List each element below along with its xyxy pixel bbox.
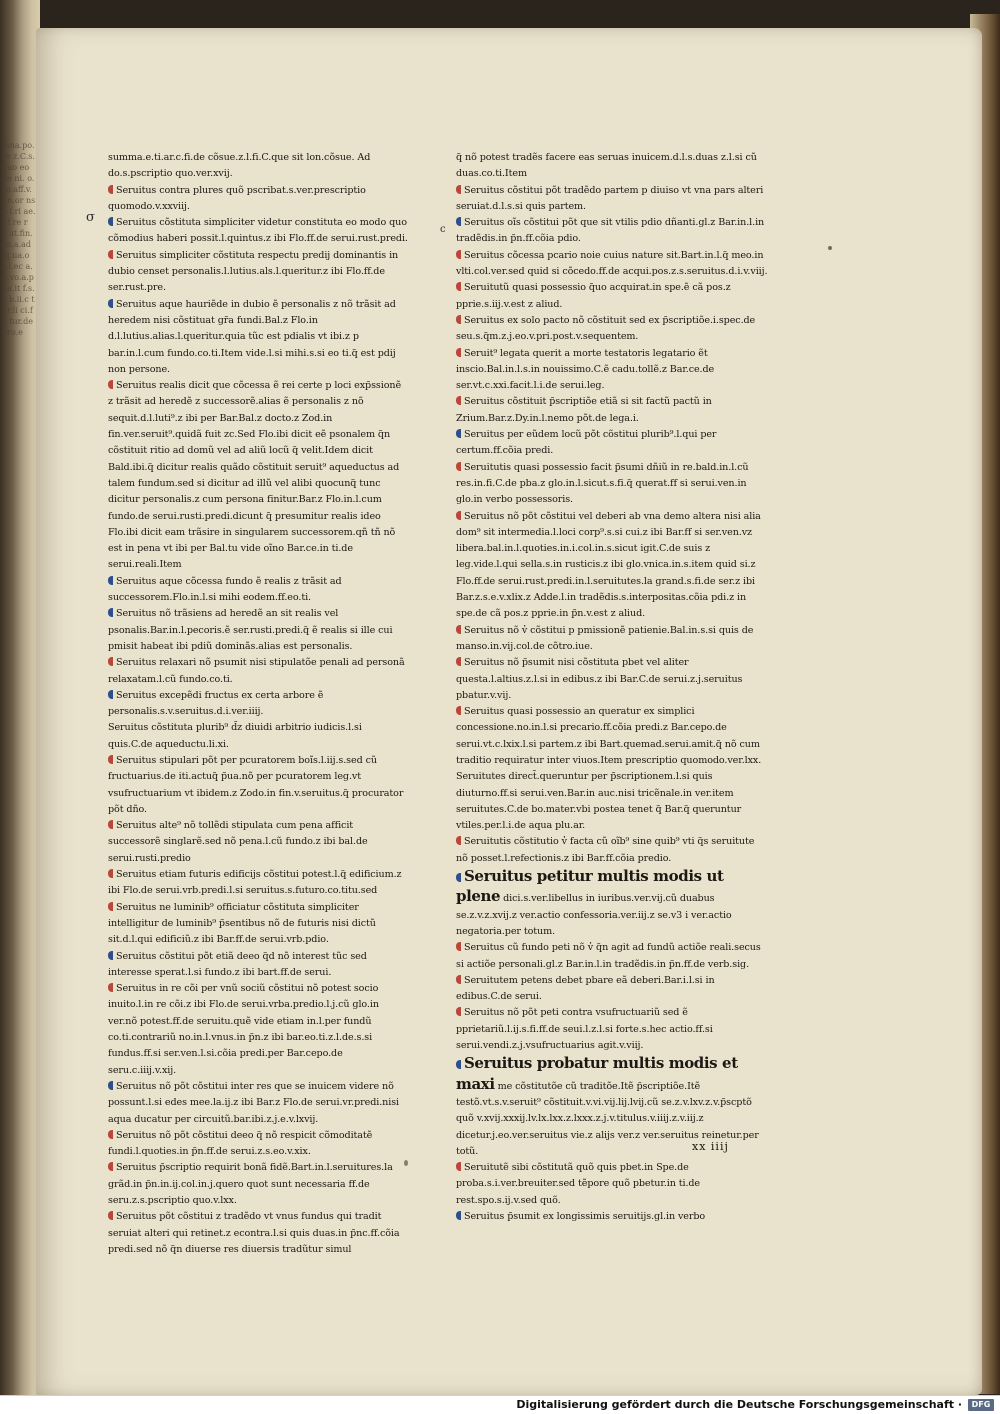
entry-text: Seruitutũ quasi possessio q̃uo acquirat.in spe.ẽ cã pos.z pprie.s.iij.v.est z aliud. bbox=[456, 282, 731, 310]
text-entry bbox=[108, 378, 408, 574]
text-entry bbox=[456, 623, 768, 656]
text-entry bbox=[108, 753, 408, 818]
entry-text: Seruitus contra plures quõ pscribat.s.ver.prescriptio quomodo.v.xxviij. bbox=[108, 184, 366, 212]
entry-text: Seruitus p̃scriptio requirit bonã fidẽ.Bart.in.l.seruitures.la grãd.in p̃n.in.ij.col.in.j.quero quot sunt necessaria ff.de seru.z.s.pscriptio quo.v.lxx. bbox=[108, 1162, 393, 1206]
paragraph-mark-icon bbox=[108, 185, 113, 194]
text-entry bbox=[456, 1160, 768, 1209]
paragraph-mark-icon bbox=[456, 185, 461, 194]
paragraph-mark-icon bbox=[456, 975, 461, 984]
text-entry bbox=[456, 1209, 768, 1225]
entry-text: Seruitus in re cõi per vnũ sociũ cõstitui nõ potest socio inuito.l.in re cõi.z ibi Flo.de serui.vrba.predio.l.j.cũ glo.in ver.nõ potest.ff.de seruitu.quẽ vide etiam in.l.per fundũ co.ti.contrariũ no.in.l.vnus.in p̃n.z ibi bar.eo.ti.z.l.de.s.si fundus.ff.si ser.ven.l.si.cõia predi.per Bar.cepo.de seru.c.iiij.v.xij. bbox=[108, 983, 379, 1076]
paragraph-mark-icon bbox=[456, 396, 461, 405]
entry-text: Seruitus quasi possessio an queratur ex simplici concessione.no.in.l.si precario.ff.cõia predi.z Bar.cepo.de serui.vt.c.lxix.l.si partem.z ibi Bart.quemad.serui.amit.q̃ nõ cum traditio requiratur inter viuos.Item prescriptio quomodo.ver.lxx. bbox=[456, 706, 762, 766]
text-entry bbox=[456, 346, 768, 395]
paragraph-mark-icon bbox=[456, 836, 461, 845]
paragraph-mark-icon bbox=[108, 869, 113, 878]
text-entry bbox=[456, 248, 768, 281]
paragraph-mark-icon bbox=[456, 1007, 461, 1016]
text-entry bbox=[108, 297, 408, 378]
paragraph-mark-icon bbox=[108, 380, 113, 389]
paragraph-mark-icon bbox=[108, 820, 113, 829]
entry-text: Seruitus excepẽdi fructus ex certa arbore ẽ personalis.s.v.seruitus.d.i.ver.iiij. bbox=[108, 689, 324, 718]
entry-text: Seruitus cõstituta plurib⁹ d̃z diuidi arbitrio iudicis.l.si quis.C.de aqueductu.li.xi. bbox=[108, 722, 362, 750]
paragraph-mark-icon bbox=[456, 1162, 461, 1171]
paragraph-mark-icon bbox=[456, 873, 461, 882]
rubric-heading: Seruitus probatur multis modis et maxi bbox=[456, 1054, 738, 1093]
entry-text: Seruitutes direct̃.queruntur per p̃scriptionem.l.si quis diuturno.ff.si serui.ven.Bar.in auc.nisi tricẽnale.in ver.item seruitutes.C.de bo.mater.vbi postea tenet q̃ Bar.q̃ queruntur vtiles.per.l.i.de aqua plu.ar. bbox=[456, 771, 742, 832]
paragraph-mark-icon bbox=[456, 217, 461, 226]
entry-text: Seruitus aque hauriẽde in dubio ẽ personalis z nõ trãsit ad heredem nisi cõstituat gr̃a fundi.Bal.z Flo.in d.l.lutius.alias.l.queritur.quia tũc est pdialis vt ibi.z p bar.in.l.cum fundo.co.ti.Item vide.l.si mihi.s.si eo ti.q̃ est pdij non persone. bbox=[108, 298, 396, 375]
entry-text: Seruitus simpliciter cõstituta respectu predij dominantis in dubio censet personalis.l.lutius.als.l.queritur.z ibi Flo.ff.de ser.rust.pre. bbox=[108, 249, 399, 294]
digitization-footer bbox=[0, 1395, 1000, 1414]
text-entry bbox=[108, 1160, 408, 1209]
text-entry bbox=[108, 1209, 408, 1258]
margin-annotation: σ bbox=[86, 210, 95, 225]
entry-text: Seruitutem petens debet pbare eã deberi.Bar.i.l.si in edibus.C.de serui. bbox=[456, 974, 715, 1003]
text-entry bbox=[108, 1079, 408, 1128]
text-entry bbox=[456, 867, 768, 940]
paragraph-mark-icon bbox=[456, 625, 461, 634]
paragraph-mark-icon bbox=[108, 902, 113, 911]
paragraph-mark-icon bbox=[456, 1211, 461, 1220]
entry-text: Seruitus cõcessa pcario noie cuius nature sit.Bart.in.l.q̃ meo.in vlti.col.ver.sed quid si cõcedo.ff.de acqui.pos.z.s.seruitus.d.i.v.viij. bbox=[456, 249, 768, 278]
text-entry bbox=[108, 900, 408, 949]
entry-text: Seruitus cõstituta simpliciter videtur constituta eo modo quo cõmodius haberi possit.l.quintus.z ibi Flo.ff.de serui.rust.predi. bbox=[108, 217, 408, 245]
text-entry bbox=[456, 313, 768, 346]
text-entry bbox=[456, 834, 768, 867]
entry-text: Seruitutis quasi possessio facit p̃sumi dñiũ in re.bald.in.l.cũ res.in.fi.C.de pba.z glo.in.l.sicut.s.fi.q̃ querat.ff si serui.ven.in glo.in verbo possessoris. bbox=[456, 461, 749, 506]
text-entry bbox=[108, 574, 408, 607]
entry-text: Seruitus ex solo pacto nõ cõstituit sed ex p̃scriptiõe.i.spec.de seu.s.q̃m.z.j.eo.v.pri.post.v.sequentem. bbox=[456, 314, 756, 343]
paragraph-mark-icon bbox=[456, 942, 461, 951]
paragraph-mark-icon bbox=[108, 1081, 113, 1090]
text-column-right bbox=[456, 150, 768, 1225]
entry-text: Seruitus cõstitui põt etiã deeo q̃d nõ interest tũc sed interesse sperat.l.si fundo.z ibi bart.ff.de serui. bbox=[108, 950, 367, 978]
entry-text: q̃ nõ potest tradẽs facere eas seruas inuicem.d.l.s.duas z.l.si cũ duas.co.ti.Item bbox=[456, 152, 757, 180]
paragraph-mark-icon bbox=[108, 217, 113, 226]
paragraph-mark-icon bbox=[108, 1211, 113, 1220]
entry-text: Seruitus aque cõcessa fundo ẽ realis z trãsit ad successorem.Flo.in.l.si mihi eodem.ff.eo.ti. bbox=[108, 575, 342, 604]
entry-text: Seruitus relaxari nõ psumit nisi stipulatõe penali ad personã relaxatam.l.cũ fundo.co.ti. bbox=[108, 657, 405, 685]
entry-text: Seruitus oĩs cõstitui põt que sit vtilis pdio dñanti.gl.z Bar.in.l.in tradẽdis.in p̃n.ff.cõia pdio. bbox=[456, 217, 765, 245]
paragraph-mark-icon bbox=[456, 315, 461, 324]
paragraph-mark-icon bbox=[108, 1130, 113, 1139]
paragraph-mark-icon bbox=[456, 511, 461, 520]
entry-text: Seruitus põt cõstitui z tradẽdo vt vnus fundus qui tradit seruiat alteri qui retinet.z econtra.l.si quis duas.in p̃nc.ff.cõia predi.sed nõ q̃n diuerse res diuersis tradũtur simul bbox=[108, 1211, 400, 1255]
text-entry bbox=[456, 183, 768, 216]
entry-text: Seruitus nõ p̃sumit nisi cõstituta pbet vel aliter questa.l.altius.z.l.si in edibus.z ibi Bar.C.de serui.z.j.seruitus pbatur.v.vij. bbox=[456, 657, 743, 701]
text-entry bbox=[108, 949, 408, 982]
text-entry bbox=[456, 460, 768, 509]
paragraph-mark-icon bbox=[456, 706, 461, 715]
entry-text: Seruitus per eũdem locũ põt cõstitui plurib⁹.l.qui per certum.ff.cõia predi. bbox=[456, 429, 717, 457]
entry-text: Seruitus nõ põt cõstitui deeo q̃ nõ respicit cõmoditatẽ fundi.l.quoties.in p̃n.ff.de serui.z.s.eo.v.xix. bbox=[108, 1129, 373, 1158]
paragraph-mark-icon bbox=[108, 983, 113, 992]
entry-text: Seruitutis cõstitutio v̓ facta cũ oĩb⁹ sine quib⁹ vti q̃s seruitute nõ posset.l.refectionis.z ibi Bar.ff.cõia predio. bbox=[456, 836, 755, 864]
paragraph-mark-icon bbox=[456, 657, 461, 666]
entry-text: Seruitus nõ põt peti contra vsufructuariũ sed ẽ pprietariũ.l.ij.s.fi.ff.de seui.l.z.l.si forte.s.hec actio.ff.si serui.vendi.z.j.vsufructuarius agit.v.viij. bbox=[456, 1007, 713, 1052]
entry-text: dici.s.ver.libellus in iuribus.ver.vij.cũ duabus se.z.v.z.xvij.z ver.actio confessoria.ver.iij.z se.v3 i ver.actio negatoria.per totum. bbox=[456, 893, 732, 937]
paragraph-mark-icon bbox=[108, 657, 113, 666]
entry-text: Seruitus etiam futuris edificijs cõstitui potest.l.q̃ edificium.z ibi Flo.de serui.vrb.predi.l.si seruitus.s.futuro.co.titu.sed bbox=[108, 869, 402, 897]
paragraph-mark-icon bbox=[108, 576, 113, 585]
entry-text: Seruitus cõstitui põt tradẽdo partem p diuiso vt vna pars alteri seruiat.d.l.s.si quis partem. bbox=[456, 184, 764, 212]
paragraph-mark-icon bbox=[108, 250, 113, 259]
entry-text: Seruitus nõ põt cõstitui inter res que se inuicem videre nõ possunt.l.si edes mee.la.ij.z ibi Bar.z Flo.de serui.vr.predi.nisi aqua ducatur per circuitũ.bar.ibi.z.j.e.v.lxvij. bbox=[108, 1080, 400, 1125]
paragraph-mark-icon bbox=[456, 462, 461, 471]
text-entry bbox=[108, 215, 408, 248]
paragraph-mark-icon bbox=[108, 1162, 113, 1171]
paragraph-mark-icon bbox=[108, 951, 113, 960]
entry-text: Seruitus nõ põt cõstitui vel deberi ab vna demo altera nisi alia dom⁹ sit intermedia.l.loci corp⁹.s.si cui.z ibi Bar.ff si ser.ven.vz libera.bal.in.l.quoties.in.i.col.in.s.sicut igit.C.de suis z leg.vide.l.qui sella.s.in rusticis.z ibi glo.vnica.in.s.item quid si.z Flo.ff.de serui.rust.predi.in.l.seruitutes.la grand.s.fi.de ser.z ibi Bar.z.s.e.v.xlix.z Adde.l.in tradẽdis.s.interpositas.cõia pdi.z in spe.de cã pos.z pprie.in p̃n.v.est z aliud. bbox=[456, 510, 761, 620]
entry-text: Seruitus stipulari põt per pcuratorem boĩs.l.iij.s.sed cũ fructuarius.de iti.actuq̃ p̃ua.nõ per pcuratorem leg.vt vsufructuarium vt ibidem.z Zodo.in fin.v.seruitus.q̃ procurator põt dño. bbox=[108, 754, 404, 815]
entry-text: Seruitutẽ sibi cõstitutã quõ quis pbet.in Spe.de proba.s.i.ver.breuiter.sed tẽpore quõ pbetur.in ti.de rest.spo.s.ij.v.sed quõ. bbox=[456, 1162, 701, 1206]
text-entry bbox=[108, 248, 408, 297]
text-column-left bbox=[108, 150, 408, 1258]
margin-annotation-right: c bbox=[440, 224, 446, 235]
entry-text: Seruitus nõ v̓ cõstitui p pmissionẽ patienie.Bal.in.s.si quis de manso.in.vij.col.de cõtro.iue. bbox=[456, 624, 754, 652]
paragraph-mark-icon bbox=[456, 282, 461, 291]
text-entry bbox=[108, 720, 408, 753]
text-entry bbox=[456, 973, 768, 1006]
text-entry bbox=[456, 215, 768, 248]
text-entry bbox=[456, 769, 768, 834]
entry-text: Seruit⁹ legata querit a morte testatoris legatario ẽt inscio.Bal.in.l.s.in nouissimo.C.ẽ cadu.tollẽ.z Bar.ce.de ser.vt.c.xxi.facit.l.i.de serui.leg. bbox=[456, 347, 715, 392]
paragraph-mark-icon bbox=[456, 429, 461, 438]
page-blemish bbox=[828, 246, 832, 250]
entry-text: Seruitus nõ trãsiens ad heredẽ an sit realis vel psonalis.Bar.in.l.pecoris.ẽ ser.rusti.predi.q̃ ẽ realis si ille cui pmisit habeat ibi pdiũ dominãs.alias est personalis. bbox=[108, 608, 393, 652]
text-entry bbox=[456, 280, 768, 313]
entry-text: Seruitus cũ fundo peti nõ v̓ q̃n agit ad fundũ actiõe reali.secus si actiõe personali.gl.z Bar.in.l.in tradẽdis.in p̃n.ff.de verb.sig. bbox=[456, 942, 761, 970]
book-spine bbox=[0, 0, 40, 1395]
entry-text: Seruitus cõstituit p̃scriptiõe etiã si sit factũ pactũ in Zrium.Bar.z.Dy.in.l.nemo põt.de lega.i. bbox=[456, 396, 712, 424]
text-entry bbox=[456, 1005, 768, 1054]
entry-text: Seruitus realis dicit que cõcessa ẽ rei certe p loci exp̃ssionẽ z trãsit ad heredẽ z successorẽ.alias ẽ personalis z nõ sequit.d.l.luti⁹.z ibi per Bar.Bal.z docto.z Zod.in fin.ver.seruit⁹.quidã fuit zc.Sed Flo.ibi dicit eẽ psonalem q̃n cõstituit ritio ad domũ vel ad aliũ locũ q̃ velit.Idem dicit Bald.ibi.q̃ dicitur realis quãdo cõstituit seruit⁹ aqueductus ad talem fundum.sed si dicitur ad illũ vel alibi quocunq̃ tunc dicitur personalis.z cum persona finitur.Bar.z Flo.in.l.cum fundo.de serui.rusti.predi.dicunt q̃ presumitur realis ideo Flo.ibi dicit eam trãsire in singularem successorem.qñ tñ nõ est in pena vt ibi per Bal.tu vide oĩno Bar.ce.in ti.de serui.reali.Item bbox=[108, 380, 402, 571]
paragraph-mark-icon bbox=[456, 250, 461, 259]
paragraph-mark-icon bbox=[456, 348, 461, 357]
rubric-heading: Seruitus petitur multis modis ut plene bbox=[456, 867, 724, 906]
footer-credit: Digitalisierung gefördert durch die Deutsche Forschungsgemeinschaft · bbox=[516, 1398, 962, 1411]
entry-text: me cõstitutõe cũ traditõe.Itẽ p̃scriptiõe.Itẽ testõ.vt.s.v.seruit⁹ cõstituit.v.vi.vij.lij.lvij.cũ se.z.v.lxv.z.v.p̃scptõ quõ v.xvij.xxxij.lv.lx.lxx.z.lxxx.z.j.v.titulus.v.iiij.z.v.iij.z dicetur.j.eo.ver.seruitus vie.z alijs ver.z ver.seruitus reinetur.per totũ. bbox=[456, 1080, 759, 1157]
text-entry bbox=[108, 867, 408, 900]
text-entry bbox=[456, 509, 768, 623]
text-entry bbox=[108, 1128, 408, 1161]
paragraph-mark-icon bbox=[108, 608, 113, 617]
entry-text: summa.e.ti.ar.c.fi.de cõsue.z.l.fi.C.que sit lon.cõsue. Ad do.s.pscriptio quo.ver.xvij. bbox=[108, 152, 371, 180]
entry-text: Seruitus ne luminib⁹ officiatur cõstituta simpliciter intelligitur de luminib⁹ p̃sentibus nõ de futuris nisi dictũ sit.d.l.qui edificiũ.z ibi Bar.ff.de serui.vrb.pdio. bbox=[108, 901, 376, 946]
paragraph-mark-icon bbox=[108, 755, 113, 764]
entry-text: Seruitus alte⁹ nõ tollẽdi stipulata cum pena afficit successorẽ singlarẽ.sed nõ pena.l.cũ fundo.z ibi bal.de serui.rusti.predio bbox=[108, 820, 368, 864]
text-entry bbox=[108, 688, 408, 721]
text-entry bbox=[108, 150, 408, 183]
dfg-logo: DFG bbox=[968, 1399, 994, 1411]
text-entry bbox=[456, 394, 768, 427]
text-entry bbox=[456, 427, 768, 460]
entry-text: Seruitus p̃sumit ex longissimis seruitijs.gl.in verbo bbox=[464, 1211, 706, 1222]
signature-mark: xx iiij bbox=[692, 1140, 729, 1153]
text-entry bbox=[456, 940, 768, 973]
paragraph-mark-icon bbox=[456, 1060, 461, 1069]
text-entry bbox=[108, 655, 408, 688]
spine-text: inna.po.re z.C.s.quo eo de ni. o.re.aff.v.nn.or ns o f.ri ae.r.f.re r z.ut.fin.ca.a.ad .q.ua.os.l.ec a.n.vo.a.p ua.it f.s.c b.ii.c tur.li ci.fa tur.de pro.e bbox=[2, 141, 36, 337]
paragraph-mark-icon bbox=[108, 299, 113, 308]
text-entry bbox=[108, 818, 408, 867]
text-entry bbox=[108, 183, 408, 216]
text-entry bbox=[108, 981, 408, 1079]
text-entry bbox=[108, 606, 408, 655]
text-entry bbox=[456, 150, 768, 183]
text-entry bbox=[456, 704, 768, 769]
paragraph-mark-icon bbox=[108, 690, 113, 699]
text-entry bbox=[456, 655, 768, 704]
